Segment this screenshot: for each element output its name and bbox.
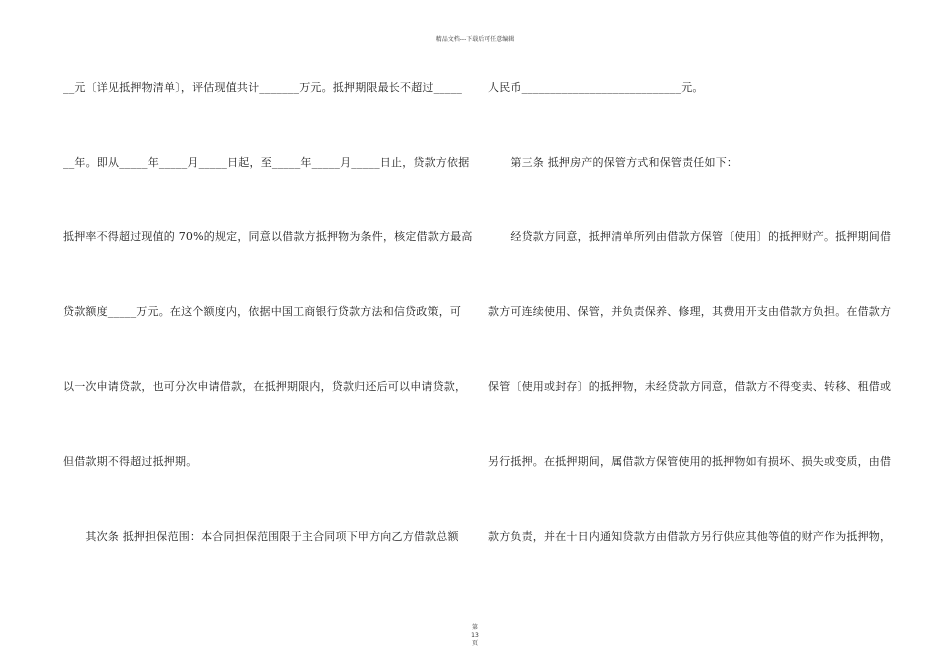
page-header: 精品文档---下载后可任意编辑 xyxy=(435,36,515,43)
footer-suffix: 页 xyxy=(471,640,478,647)
left-line-1: __元〔详见抵押物清单〕，评估现值共计_______万元。抵押期限最长不超过_____ xyxy=(63,81,463,94)
right-line-7: 款方负责，并在十日内通知贷款方由借款方另行供应其他等值的财产作为抵押物， xyxy=(488,530,892,543)
right-line-2: 第三条 抵押房产的保管方式和保管责任如下： xyxy=(488,156,739,169)
right-line-6: 另行抵押。在抵押期间，属借款方保管使用的抵押物如有损坏、损失或变质，由借 xyxy=(488,455,892,468)
right-line-5: 保管〔使用或封存〕的抵押物，未经贷款方同意，借款方不得变卖、转移、租借或 xyxy=(488,380,892,393)
left-line-6: 但借款期不得超过抵押期。 xyxy=(63,455,198,468)
left-line-4: 贷款额度_____万元。在这个额度内，依据中国工商银行贷款方法和信贷政策，可 xyxy=(63,305,462,318)
right-line-4: 款方可连续使用、保管，并负责保养、修理，其费用开支由借款方负担。在借款方 xyxy=(488,305,892,318)
page-footer xyxy=(0,624,950,648)
right-line-3: 经贷款方同意，抵押清单所列由借款方保管〔使用〕的抵押财产。抵押期间借 xyxy=(488,230,892,243)
footer-prefix: 第 xyxy=(471,624,478,631)
left-line-7: 其次条 抵押担保范围：本合同担保范围限于主合同项下甲方向乙方借款总额 xyxy=(63,530,459,543)
left-line-2: __年。即从_____年_____月_____日起，至_____年_____月_____日止，贷款方依据 xyxy=(63,156,470,169)
page-number: 13 xyxy=(471,632,479,639)
left-line-3: 抵押率不得超过现值的 70%的规定，同意以借款方抵押物为条件，核定借款方最高 xyxy=(63,230,473,243)
left-line-5: 以一次申请贷款，也可分次申请借款，在抵押期限内，贷款归还后可以申请贷款， xyxy=(63,380,467,393)
right-line-1: 人民币____________________________元。 xyxy=(488,81,704,94)
